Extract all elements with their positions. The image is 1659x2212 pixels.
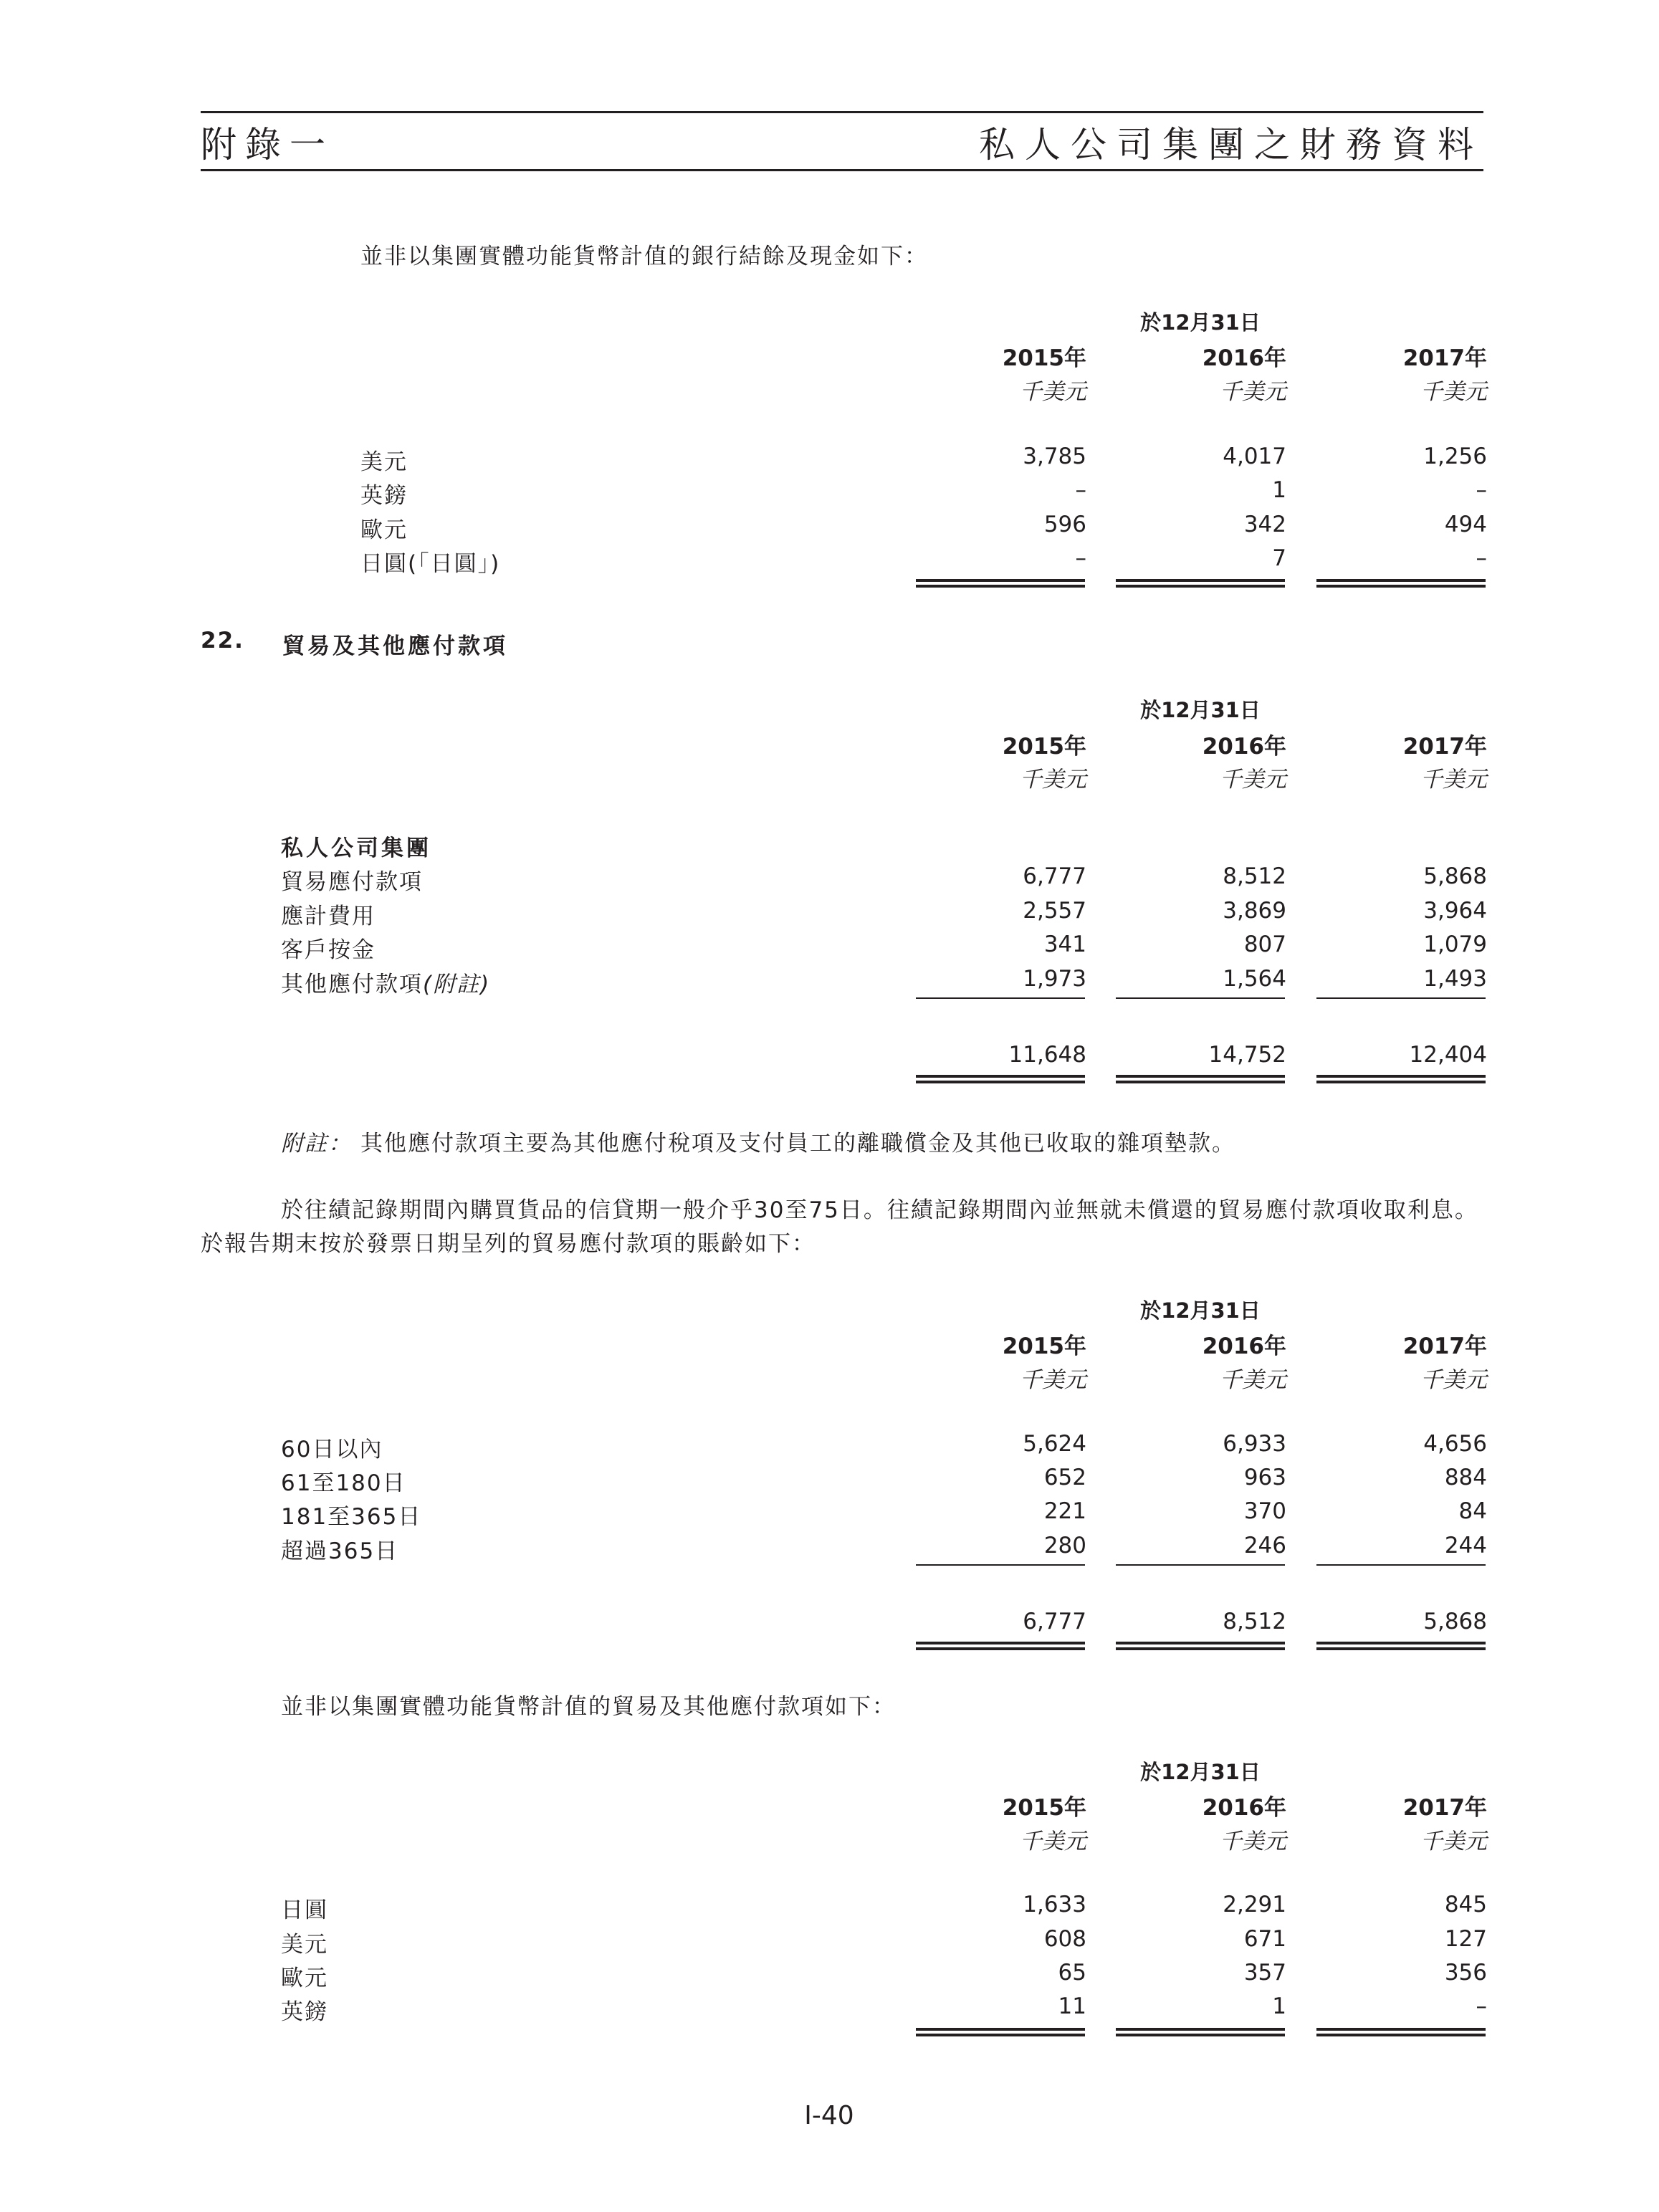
cell-2016: 370 [1243,1498,1286,1524]
table3-year-2017: 2017年 [1402,1334,1487,1359]
cell-2017: – [1476,545,1487,571]
table2-double-rule [916,1075,1085,1083]
table2-year-2016: 2016年 [1202,734,1286,760]
cell-2017: 884 [1444,1465,1487,1490]
cell-2015: 596 [1043,512,1086,537]
table1-year-2015: 2015年 [1002,345,1086,371]
row-label: 美元 [360,449,408,475]
row-label: 貿易應付款項 [281,869,423,895]
total-2017: 5,868 [1423,1609,1487,1634]
cell-2017: – [1476,1993,1487,2019]
table3-subtotal-rule [916,1564,1085,1566]
row-label: 客戶按金 [281,937,376,963]
cell-2016: 6,933 [1223,1431,1286,1457]
note-text: 其他應付款項主要為其他應付稅項及支付員工的離職償金及其他已收取的雜項墊款。 [360,1131,1235,1157]
table3-year-2016: 2016年 [1202,1334,1286,1359]
row-label: 美元 [281,1932,328,1958]
total-2016: 8,512 [1223,1609,1286,1634]
table3-double-rule [1316,1642,1486,1650]
cell-2016: 8,512 [1223,863,1286,889]
cell-2015: – [1075,545,1086,571]
table1-double-rule [1116,579,1285,588]
row-note-ref: (附註) [423,972,491,997]
table2-subtotal-rule [1116,997,1285,999]
paragraph-line-1: 於往績記錄期間內購買貨品的信貸期一般介乎30至75日。往績記錄期間內並無就未償還的貿易應付款項收取利息。 [281,1197,1478,1223]
section-heading: 貿易及其他應付款項 [282,633,508,659]
table4-date-header: 於12月31日 [1140,1760,1261,1784]
table4-double-rule [916,2028,1085,2036]
cell-2016: 671 [1243,1926,1286,1952]
table2-year-2015: 2015年 [1002,734,1086,760]
row-label: 英鎊 [281,1999,328,2025]
table2-unit-2016: 千美元 [1220,767,1286,793]
table4-year-2015: 2015年 [1002,1795,1086,1821]
table3-unit-2016: 千美元 [1220,1367,1286,1393]
header-top-rule [201,111,1483,113]
intro-trade-payables-currency: 並非以集團實體功能貨幣計值的貿易及其他應付款項如下： [281,1694,896,1720]
cell-2017: 1,256 [1423,444,1487,469]
row-label: 歐元 [281,1966,328,1991]
table4-double-rule [1316,2028,1486,2036]
cell-2017: 5,868 [1423,863,1487,889]
cell-2015: 65 [1058,1960,1086,1986]
table4-year-2017: 2017年 [1402,1795,1487,1821]
cell-2017: – [1476,477,1487,503]
note-label: 附註： [281,1131,352,1157]
row-label: 歐元 [360,517,408,543]
header-bottom-rule [201,169,1483,171]
cell-2017: 3,964 [1423,898,1487,924]
cell-2016: 807 [1243,932,1286,957]
cell-2016: 1 [1272,1993,1286,2019]
cell-2017: 127 [1444,1926,1487,1952]
cell-2015: 280 [1043,1533,1086,1559]
table4-unit-2016: 千美元 [1220,1829,1286,1854]
cell-2016: 1 [1272,477,1286,503]
total-2015: 11,648 [1008,1042,1086,1068]
cell-2015: 6,777 [1023,863,1086,889]
cell-2016: 4,017 [1223,444,1286,469]
table1-unit-2016: 千美元 [1220,379,1286,405]
cell-2015: 608 [1043,1926,1086,1952]
paragraph-line-2: 於報告期末按於發票日期呈列的貿易應付款項的賬齡如下： [201,1231,816,1257]
total-2016: 14,752 [1208,1042,1286,1068]
cell-2015: 341 [1043,932,1086,957]
table1-unit-2017: 千美元 [1420,379,1487,405]
cell-2015: 1,973 [1023,966,1086,992]
cell-2017: 1,079 [1423,932,1487,957]
row-label: 應計費用 [281,904,376,929]
table1-double-rule [916,579,1085,588]
cell-2017: 84 [1458,1498,1487,1524]
cell-2015: – [1075,477,1086,503]
table2-group-title: 私人公司集團 [281,836,431,861]
table2-subtotal-rule [916,997,1085,999]
total-2017: 12,404 [1409,1042,1487,1068]
row-label: 60日以內 [281,1437,383,1462]
row-label [281,966,490,998]
cell-2016: 357 [1243,1960,1286,1986]
table3-subtotal-rule [1316,1564,1486,1566]
row-label: 英鎊 [360,483,408,509]
cell-2015: 221 [1043,1498,1086,1524]
cell-2016: 1,564 [1223,966,1286,992]
cell-2016: 2,291 [1223,1892,1286,1917]
cell-2016: 246 [1243,1533,1286,1559]
cell-2017: 1,493 [1423,966,1487,992]
cell-2015: 652 [1043,1465,1086,1490]
section-number: 22. [201,628,244,653]
cell-2017: 4,656 [1423,1431,1487,1457]
cell-2016: 963 [1243,1465,1286,1490]
table1-year-2017: 2017年 [1402,345,1487,371]
row-label: 日圓 [281,1897,328,1923]
table1-unit-2015: 千美元 [1020,379,1086,405]
table4-unit-2017: 千美元 [1420,1829,1487,1854]
cell-2017: 845 [1444,1892,1487,1917]
table3-date-header: 於12月31日 [1140,1298,1261,1323]
cell-2017: 356 [1444,1960,1487,1986]
table1-year-2016: 2016年 [1202,345,1286,371]
cell-2015: 1,633 [1023,1892,1086,1917]
cell-2016: 342 [1243,512,1286,537]
table3-unit-2017: 千美元 [1420,1367,1487,1393]
cell-2015: 5,624 [1023,1431,1086,1457]
cell-2015: 2,557 [1023,898,1086,924]
table1-double-rule [1316,579,1486,588]
cell-2016: 3,869 [1223,898,1286,924]
row-label: 181至365日 [281,1504,422,1530]
table2-date-header: 於12月31日 [1140,698,1261,722]
table3-double-rule [1116,1642,1285,1650]
row-label: 日圓(「日圓」) [360,551,501,577]
row-label: 61至180日 [281,1470,406,1496]
table2-year-2017: 2017年 [1402,734,1487,760]
table2-unit-2015: 千美元 [1020,767,1086,793]
intro-bank-balances: 並非以集團實體功能貨幣計值的銀行結餘及現金如下： [360,244,928,269]
cell-2017: 494 [1444,512,1487,537]
cell-2016: 7 [1272,545,1286,571]
table2-double-rule [1116,1075,1285,1083]
table3-double-rule [916,1642,1085,1650]
row-label-text: 其他應付款項 [281,972,423,997]
cell-2017: 244 [1444,1533,1487,1559]
cell-2015: 3,785 [1023,444,1086,469]
appendix-title: 附錄一 [201,124,334,166]
table2-unit-2017: 千美元 [1420,767,1487,793]
total-2015: 6,777 [1023,1609,1086,1634]
section-title: 私人公司集團之財務資料 [979,124,1483,166]
table4-double-rule [1116,2028,1285,2036]
table2-subtotal-rule [1316,997,1486,999]
table4-unit-2015: 千美元 [1020,1829,1086,1854]
table3-year-2015: 2015年 [1002,1334,1086,1359]
table2-double-rule [1316,1075,1486,1083]
page-number: I-40 [804,2101,854,2130]
table3-subtotal-rule [1116,1564,1285,1566]
row-label: 超過365日 [281,1538,399,1564]
table4-year-2016: 2016年 [1202,1795,1286,1821]
cell-2015: 11 [1058,1993,1086,2019]
table1-date-header: 於12月31日 [1140,310,1261,335]
table3-unit-2015: 千美元 [1020,1367,1086,1393]
